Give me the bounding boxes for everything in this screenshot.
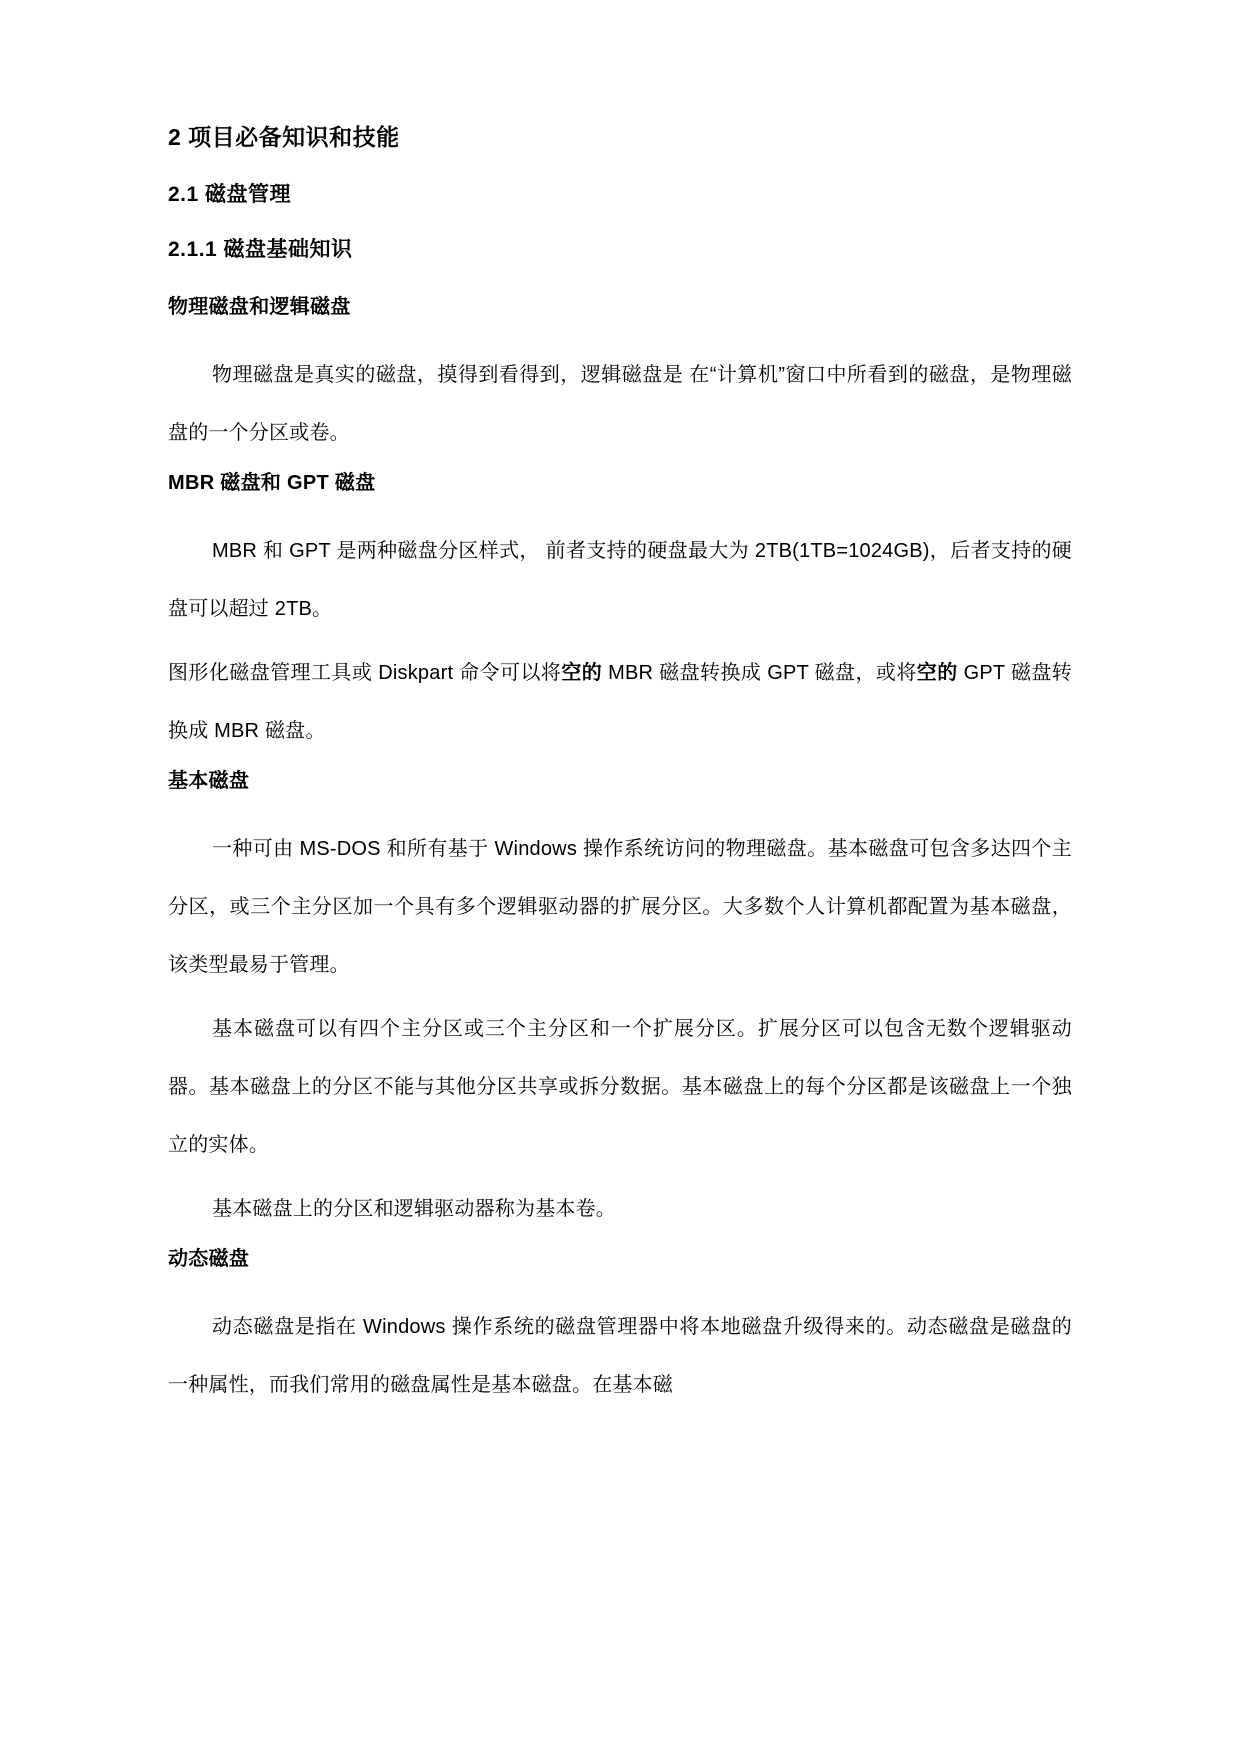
- paragraph-dynamic-disk-1: 动态磁盘是指在 Windows 操作系统的磁盘管理器中将本地磁盘升级得来的。动态磁盘是磁盘的一种属性，而我们常用的磁盘属性是基本磁盘。在基本磁: [168, 1315, 1072, 1396]
- document-body: [168, 120, 1072, 1414]
- paragraph-physical-logical-1: 物理磁盘是真实的磁盘，摸得到看得到，逻辑磁盘是 在“计算机”窗口中所看到的磁盘，是物理磁盘的一个分区或卷。: [168, 363, 1072, 444]
- paragraph-mbr-gpt-2-part-a: 图形化磁盘管理工具或 Diskpart 命令可以将: [168, 661, 562, 684]
- paragraph-mbr-gpt-2: [168, 644, 1072, 760]
- heading-section-2-1-1: 2.1.1 磁盘基础知识: [168, 238, 353, 261]
- heading-section-2: 2 项目必备知识和技能: [168, 124, 400, 150]
- paragraph-mbr-gpt-2-emphasis-2: 空的: [916, 661, 958, 684]
- paragraph-basic-disk-1: 一种可由 MS-DOS 和所有基于 Windows 操作系统访问的物理磁盘。基本磁盘可包含多达四个主分区，或三个主分区加一个具有多个逻辑驱动器的扩展分区。大多数个人计算机都配置为基本磁盘，该类型最易于管理。: [168, 837, 1072, 976]
- term-mbr-and-gpt-disk: MBR 磁盘和 GPT 磁盘: [168, 471, 376, 494]
- heading-section-2-1: 2.1 磁盘管理: [168, 182, 292, 206]
- paragraph-mbr-gpt-1: MBR 和 GPT 是两种磁盘分区样式， 前者支持的硬盘最大为 2TB(1TB=1024GB)，后者支持的硬盘可以超过 2TB。: [168, 539, 1072, 620]
- term-dynamic-disk: 动态磁盘: [168, 1247, 250, 1270]
- paragraph-basic-disk-2: 基本磁盘可以有四个主分区或三个主分区和一个扩展分区。扩展分区可以包含无数个逻辑驱动器。基本磁盘上的分区不能与其他分区共享或拆分数据。基本磁盘上的每个分区都是该磁盘上一个独立的实体。: [168, 1017, 1072, 1156]
- paragraph-basic-disk-3: 基本磁盘上的分区和逻辑驱动器称为基本卷。: [212, 1197, 616, 1220]
- paragraph-mbr-gpt-2-emphasis-1: 空的: [561, 661, 603, 684]
- term-physical-and-logical-disk: 物理磁盘和逻辑磁盘: [168, 295, 351, 318]
- paragraph-mbr-gpt-2-part-c: MBR 磁盘转换成 GPT 磁盘，或将: [602, 661, 917, 684]
- term-basic-disk: 基本磁盘: [168, 769, 250, 792]
- paragraph-mbr-gpt-2-part-e: GPT 磁盘转换成 MBR 磁盘。: [168, 661, 1072, 742]
